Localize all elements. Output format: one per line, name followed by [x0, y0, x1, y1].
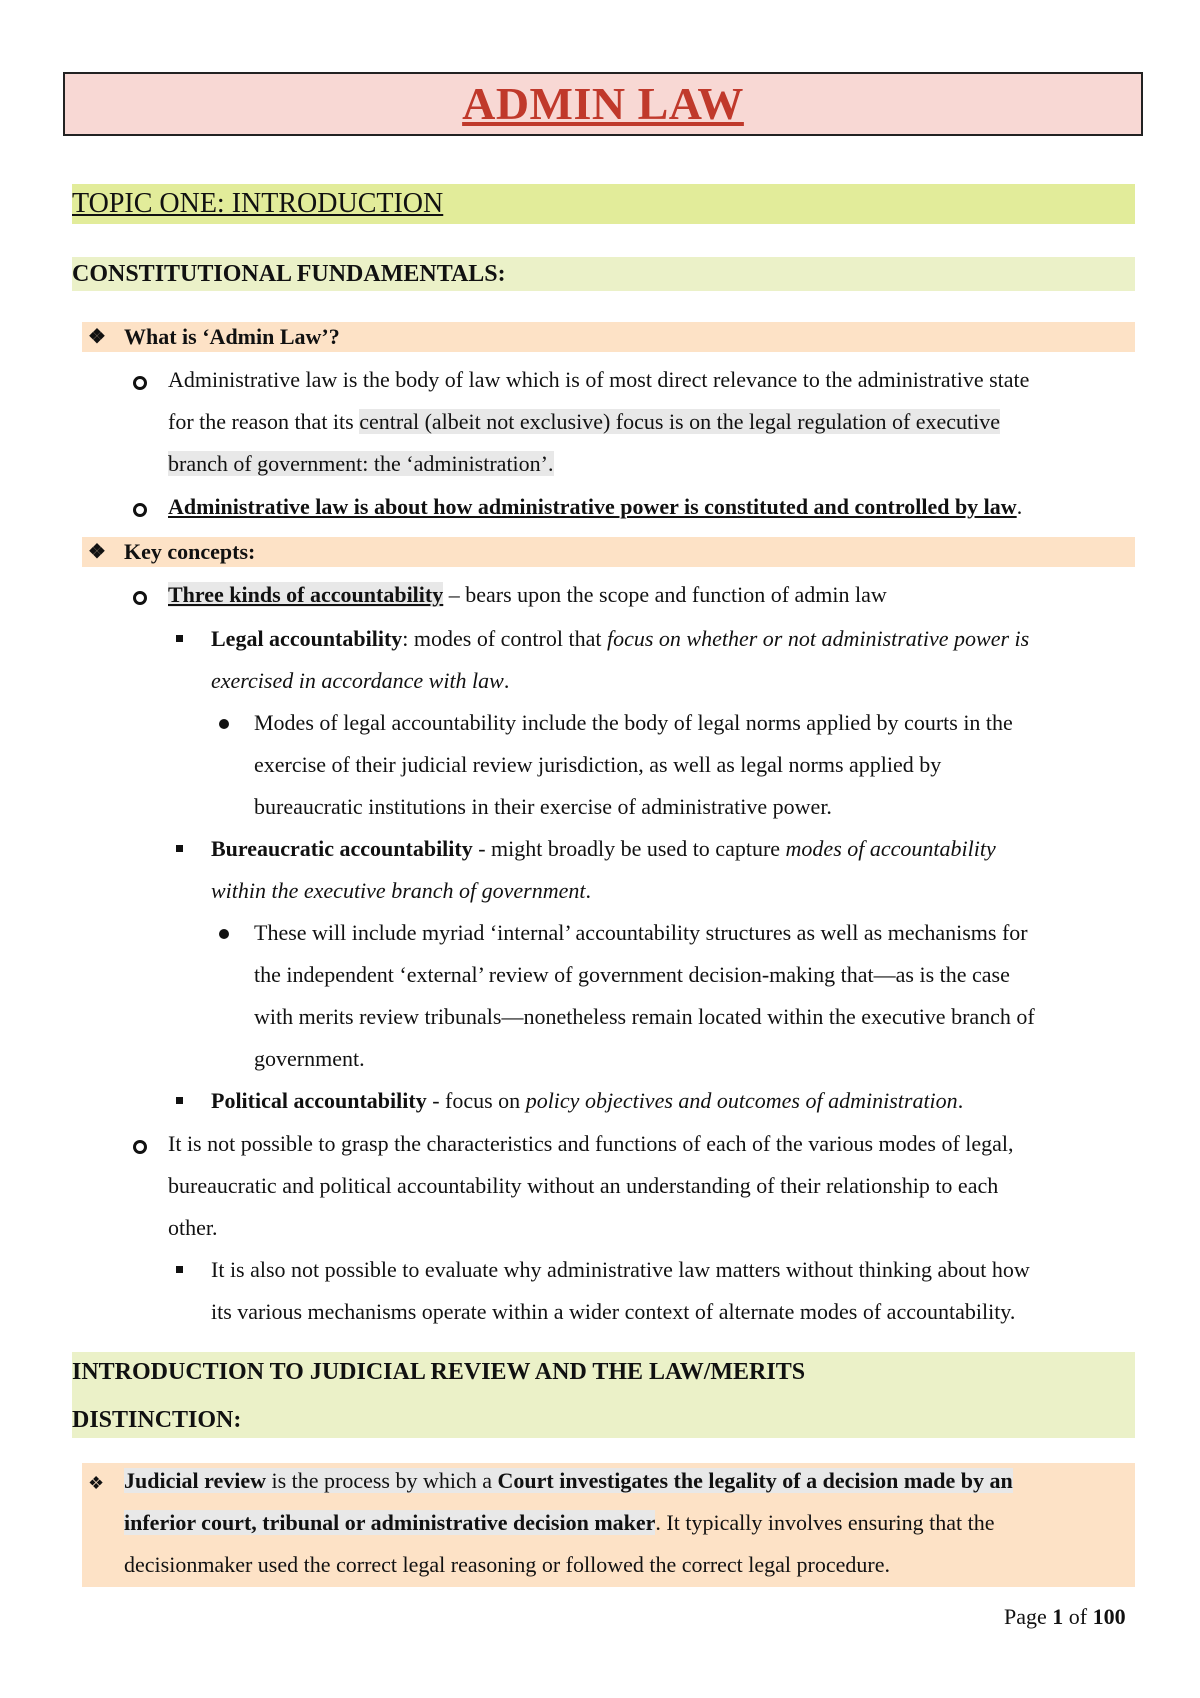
text-line: government.	[254, 1046, 365, 1071]
topic-heading	[72, 184, 1135, 224]
text-line	[211, 835, 996, 863]
dot-bullet-icon	[219, 929, 229, 939]
italic-text: policy objectives and outcomes of administration	[525, 1088, 958, 1113]
of-word: of	[1068, 1604, 1088, 1629]
text-line: its various mechanisms operate within a wider context of alternate modes of accountability.	[211, 1299, 1016, 1324]
text-line	[211, 667, 509, 695]
bullet-what-is-admin-law	[82, 322, 1135, 352]
circle-bullet-icon	[133, 503, 147, 517]
diamond-bullet-icon: ❖	[88, 326, 106, 348]
text-run: - focus on	[426, 1088, 526, 1113]
text-line: Administrative law is the body of law which is of most direct relevance to the administrative state	[168, 367, 1030, 392]
document-title: ADMIN LAW	[462, 78, 744, 129]
text-run: for the reason that its	[168, 409, 360, 434]
section-heading-text: INTRODUCTION TO JUDICIAL REVIEW AND THE LAW/MERITS	[72, 1359, 806, 1385]
bold-text: Court investigates the legality of a decision made by an	[497, 1468, 1013, 1493]
text-line: bureaucratic and political accountability without an understanding of their relationship to each	[168, 1173, 999, 1198]
bold-text: inferior court, tribunal or administrative decision maker	[124, 1510, 656, 1535]
text-line	[211, 877, 591, 905]
text-line: with merits review tribunals—nonetheless remain located within the executive branch of	[254, 1004, 1035, 1029]
text-line: Modes of legal accountability include the body of legal norms applied by courts in the	[254, 710, 1013, 735]
section-heading-judicial-review	[72, 1352, 1135, 1438]
text-line: other.	[168, 1215, 218, 1240]
text-line: It is also not possible to evaluate why administrative law matters without thinking about how	[211, 1257, 1030, 1282]
text-run: .	[1016, 494, 1023, 519]
text-line	[211, 625, 1029, 653]
text-run: - might broadly be used to capture	[472, 836, 786, 861]
circle-bullet-icon	[133, 591, 147, 605]
text-run: .	[585, 878, 591, 903]
text-line	[168, 581, 887, 609]
square-bullet-icon	[176, 845, 183, 852]
circle-bullet-icon	[133, 1140, 147, 1154]
text-run: is the process by which a	[265, 1468, 498, 1493]
text-line	[168, 493, 1022, 521]
text-line: It is not possible to grasp the characteristics and functions of each of the various modes of legal,	[168, 1131, 1014, 1156]
bullet-key-concepts	[82, 537, 1135, 567]
square-bullet-icon	[176, 1097, 183, 1104]
text-run: . It typically involves ensuring that the	[655, 1510, 995, 1535]
text-line: exercise of their judicial review jurisdiction, as well as legal norms applied by	[254, 752, 942, 777]
section-heading-constitutional	[72, 257, 1135, 291]
bold-text: Legal accountability	[211, 626, 403, 651]
bold-text: Political accountability	[211, 1088, 427, 1113]
page-current: 1	[1052, 1604, 1064, 1629]
bullet-heading-text: Key concepts:	[124, 539, 256, 564]
italic-text: focus on whether or not administrative power is	[606, 626, 1030, 651]
highlighted-text: branch of government: the ‘administration’.	[168, 451, 554, 476]
text-line	[211, 1087, 963, 1115]
diamond-bullet-icon: ❖	[88, 541, 106, 563]
four-diamond-bullet-icon: ❖	[88, 1473, 105, 1493]
text-run: .	[503, 668, 510, 693]
text-line: These will include myriad ‘internal’ accountability structures as well as mechanisms for	[254, 920, 1028, 945]
text-run: .	[957, 1088, 964, 1113]
text-line: the independent ‘external’ review of government decision-making that—as is the case	[254, 962, 1010, 987]
page-word: Page	[1004, 1604, 1047, 1629]
page-total: 100	[1092, 1604, 1126, 1629]
dot-bullet-icon	[219, 719, 229, 729]
bold-underlined-text: Administrative law is about how administrative power is constituted and controlled by law	[168, 494, 1017, 519]
italic-text: modes of accountability	[785, 836, 996, 861]
text-line	[168, 450, 554, 478]
italic-text: within the executive branch of government	[211, 878, 586, 903]
bullet-heading-text: What is ‘Admin Law’?	[124, 324, 340, 349]
square-bullet-icon	[176, 635, 183, 642]
bold-underlined-text: Three kinds of accountability	[168, 582, 444, 607]
topic-heading-text: TOPIC ONE: INTRODUCTION	[72, 188, 444, 219]
page-number	[1004, 1604, 1126, 1630]
circle-bullet-icon	[133, 376, 147, 390]
text-line: bureaucratic institutions in their exercise of administrative power.	[254, 794, 832, 819]
text-run: – bears upon the scope and function of admin law	[443, 582, 887, 607]
highlighted-text: central (albeit not exclusive) focus is on the legal regulation of executive	[359, 409, 1001, 434]
square-bullet-icon	[176, 1266, 183, 1273]
text-run: : modes of control that	[402, 626, 607, 651]
bold-text: Judicial review	[124, 1468, 266, 1493]
bold-text: Bureaucratic accountability	[211, 836, 473, 861]
text-line	[124, 1467, 1013, 1495]
text-line	[124, 1509, 995, 1537]
text-line: decisionmaker used the correct legal reasoning or followed the correct legal procedure.	[124, 1552, 890, 1577]
title-box	[63, 72, 1143, 136]
italic-text: exercised in accordance with law	[211, 668, 504, 693]
section-heading-text: CONSTITUTIONAL FUNDAMENTALS:	[72, 261, 506, 287]
text-line	[168, 408, 1000, 436]
section-heading-text: DISTINCTION:	[72, 1407, 242, 1433]
